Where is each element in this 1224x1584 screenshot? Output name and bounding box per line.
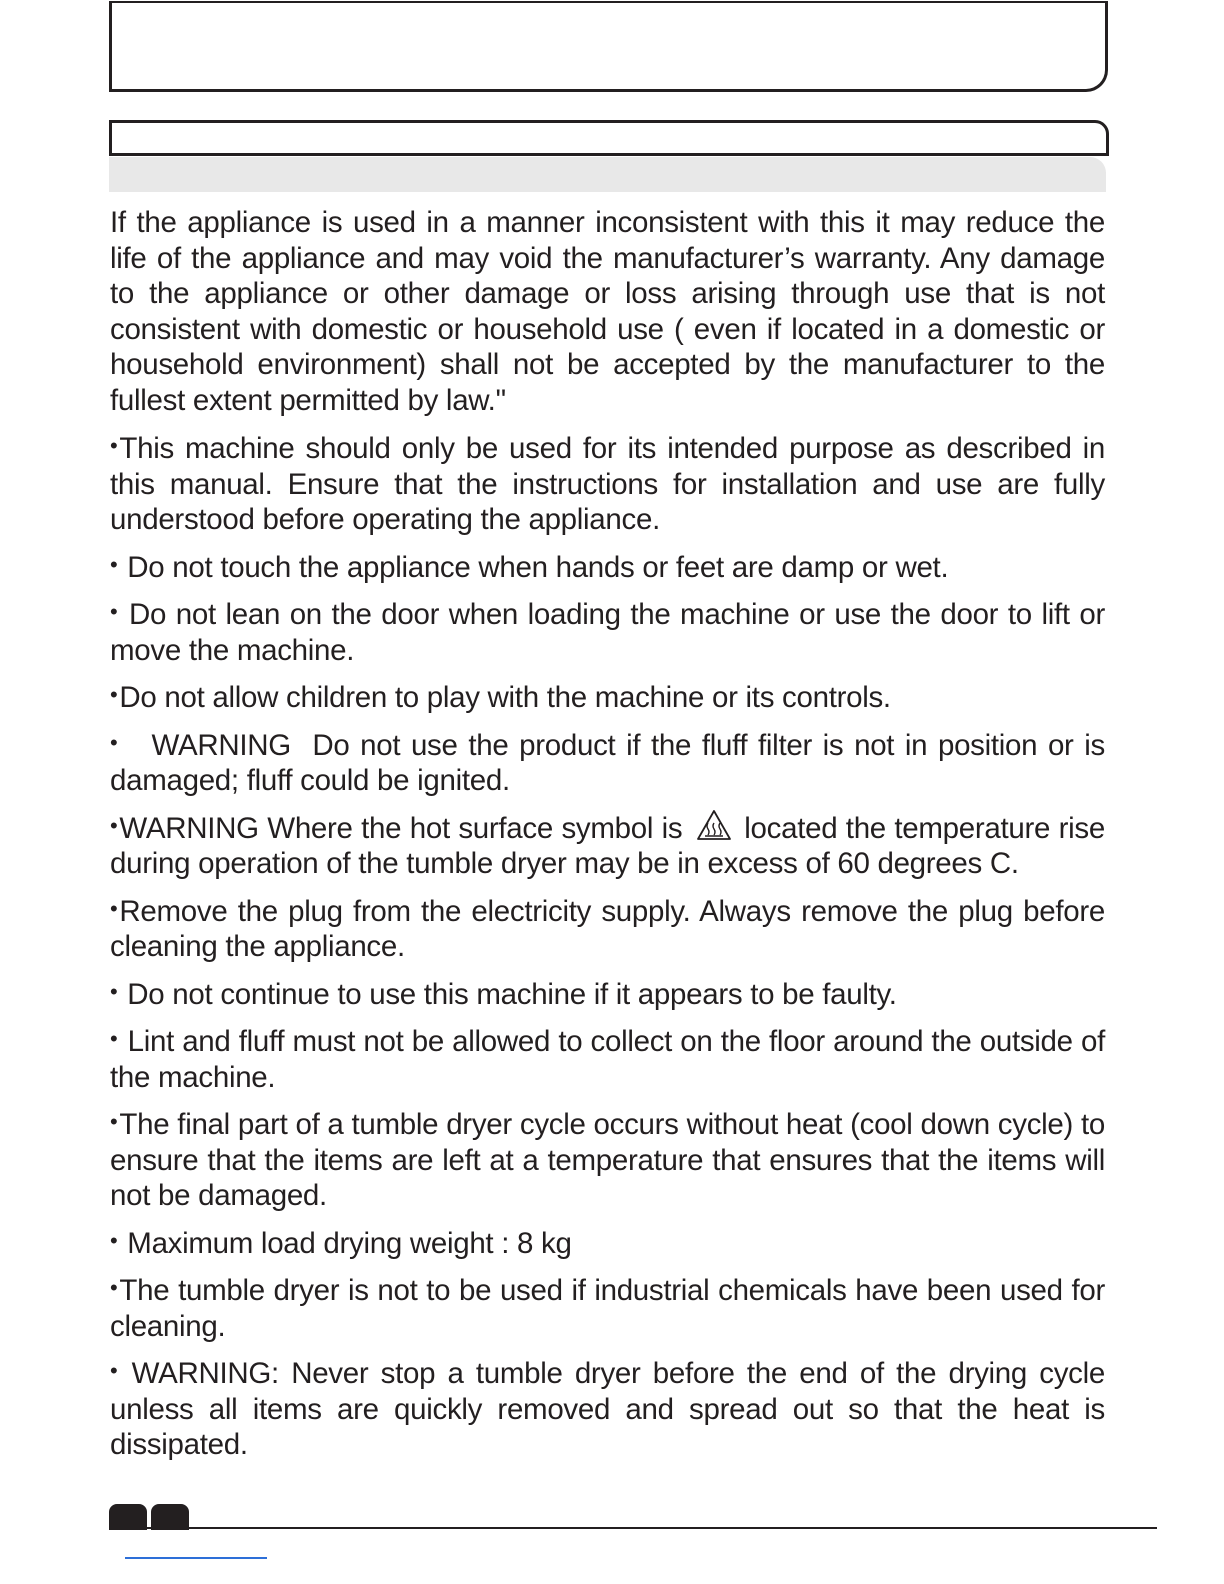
bullet-icon: • [110, 1358, 118, 1383]
safety-text [110, 205, 1113, 1472]
bullet-icon: • [110, 978, 118, 1004]
list-item: •Remove the plug from the electricity supply. Always remove the plug before cleaning the appliance. [110, 894, 1105, 963]
list-item: • Lint and fluff must not be allowed to collect on the floor around the outside of the machine. [110, 1025, 1105, 1094]
list-item: • WARNING Do not use the product if the fluff filter is not in position or is damaged; fluff could be ignited. [110, 728, 1113, 797]
bullet-icon: • [110, 729, 118, 755]
list-item: • Do not lean on the door when loading the machine or use the door to lift or move the machine. [110, 598, 1105, 667]
hot-surface-warning-icon [696, 809, 732, 841]
bullet-icon: • [110, 812, 118, 838]
list-item: • Do not continue to use this machine if it appears to be faulty. [110, 977, 897, 1011]
intro-paragraph: If the appliance is used in a manner inconsistent with this it may reduce the life of the appliance and may void the manufacturer’s warranty. Any damage to the appliance or other damage or loss arising through use that is not consistent with domestic or household use ( even if located in a domestic or household environment) shall not be accepted by the manufacturer to the fullest extent permitted by law." [110, 206, 1105, 417]
list-item: • Maximum load drying weight : 8 kg [110, 1226, 572, 1260]
bullet-icon: • [110, 599, 118, 624]
bullet-icon: • [110, 551, 118, 577]
list-item: • Do not touch the appliance when hands or feet are damp or wet. [110, 550, 949, 584]
list-item: •The final part of a tumble dryer cycle occurs without heat (cool down cycle) to ensure that the items are left at a temperature that ensures that the items will not be damaged. [110, 1108, 1105, 1212]
list-item: •This machine should only be used for its intended purpose as described in this manual. Ensure that the instructions for installation and use are fully understood before operating the appliance. [110, 432, 1105, 536]
bullet-icon: • [110, 1026, 118, 1051]
list-item: • WARNING: Never stop a tumble dryer before the end of the drying cycle unless all items are quickly removed and spread out so that the heat is dissipated. [110, 1357, 1105, 1461]
section-heading-bar [109, 120, 1109, 156]
footer-accent-line [125, 1557, 267, 1559]
hot-surface-warning: •WARNING Where the hot surface symbol is located the temperature rise during operation of the tumble dryer may be in excess of 60 degrees C. [110, 808, 1105, 882]
bullet-icon: • [110, 895, 118, 921]
bullet-icon: • [110, 433, 118, 458]
list-item: •The tumble dryer is not to be used if industrial chemicals have been used for cleaning. [110, 1274, 1105, 1343]
bullet-icon: • [110, 682, 118, 707]
header-title-box [109, 1, 1108, 92]
section-shade-bar [109, 157, 1106, 192]
bullet-icon: • [110, 1109, 118, 1134]
bullet-icon: • [110, 1227, 118, 1253]
list-item: •Do not allow children to play with the machine or its controls. [110, 681, 891, 714]
footer-rule [109, 1527, 1157, 1529]
bullet-icon: • [110, 1275, 118, 1300]
